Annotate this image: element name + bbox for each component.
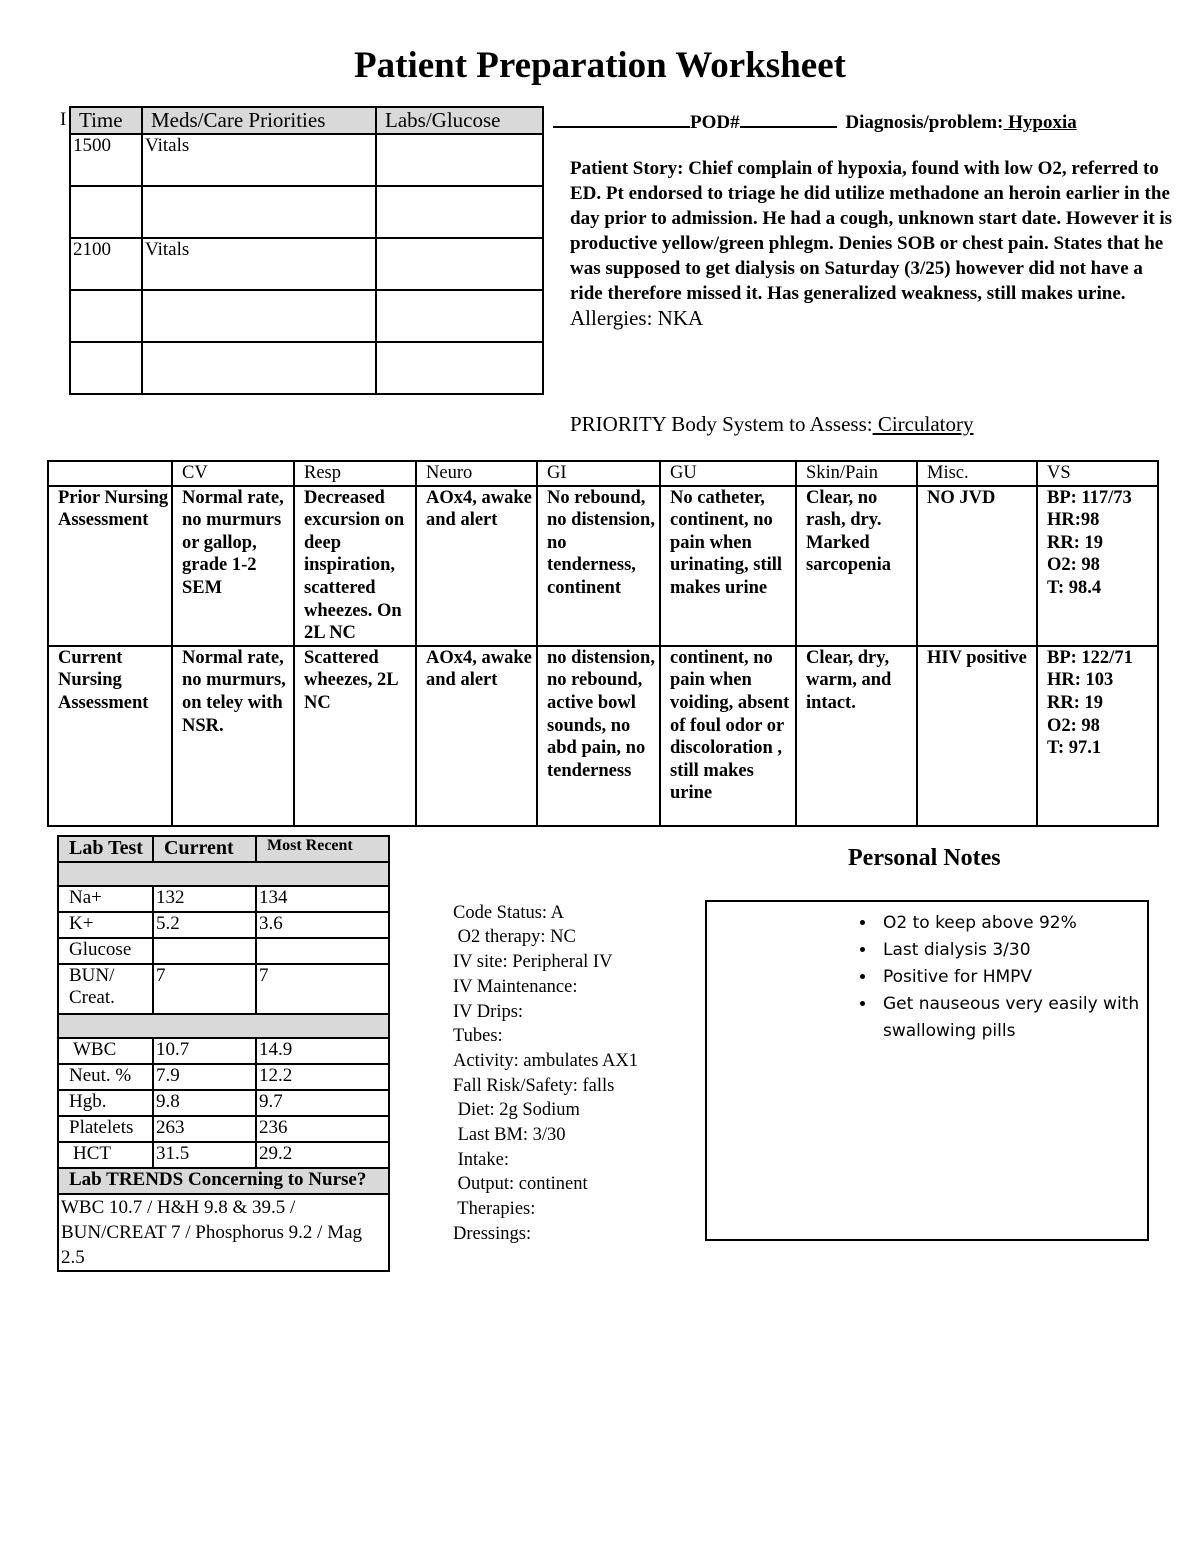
lab-group-divider [58,862,389,886]
care-info-line: O2 therapy: NC [453,927,576,948]
schedule-meds-cell: Vitals [142,134,376,186]
pod-blank [740,108,837,128]
assessment-header-cv: CV [172,461,294,486]
lab-row [58,912,389,938]
lab-recent: 29.2 [256,1142,389,1168]
care-info-line: Activity: ambulates AX1 [453,1050,638,1071]
assessment-row-label: Current Nursing Assessment [48,646,172,826]
diagnosis-value: Hypoxia [1003,112,1077,133]
assessment-cell-gu: No catheter, continent, no pain when urinating, still makes urine [660,486,796,646]
assessment-row-prior [48,486,1158,646]
name-blank [553,108,690,128]
lab-recent: 7 [256,964,389,1014]
schedule-time-cell: 1500 [70,134,142,186]
assessment-header-blank [48,461,172,486]
assessment-cell-gu: continent, no pain when voiding, absent of foul odor or discoloration , still makes urine [660,646,796,826]
assessment-row-current [48,646,1158,826]
assessment-cell-resp: Decreased excursion on deep inspiration, scattered wheezes. On 2L NC [294,486,416,646]
lab-current: 263 [153,1116,256,1142]
assessment-cell-cv: Normal rate, no murmurs, on teley with NSR. [172,646,294,826]
lab-group-divider [58,1014,389,1038]
schedule-header-time: Time [70,107,142,134]
assessment-cell-misc: HIV positive [917,646,1037,826]
assessment-header-resp: Resp [294,461,416,486]
lab-current: 31.5 [153,1142,256,1168]
lab-current: 9.8 [153,1090,256,1116]
page-title: Patient Preparation Worksheet [354,45,846,86]
schedule-meds-cell [142,342,376,394]
assessment-header-skin: Skin/Pain [796,461,917,486]
assessment-header-gi: GI [537,461,660,486]
schedule-row [70,342,543,394]
notes-box [705,900,1149,1241]
care-info-line: Therapies: [453,1199,536,1220]
lab-row [58,886,389,912]
schedule-labs-cell [376,238,543,290]
schedule-row [70,186,543,238]
lab-row [58,1142,389,1168]
lab-recent: 9.7 [256,1090,389,1116]
lab-test: WBC [58,1038,153,1064]
assessment-row-label: Prior Nursing Assessment [48,486,172,646]
assessment-header-vs: VS [1037,461,1158,486]
lab-test: Platelets [58,1116,153,1142]
stray-label: I [60,109,67,130]
care-info-line: IV Drips: [453,1001,524,1022]
lab-current: 5.2 [153,912,256,938]
schedule-time-cell [70,342,142,394]
lab-recent [256,938,389,964]
assessment-cell-gi: No rebound, no distension, no tenderness, continent [537,486,660,646]
schedule-header-meds: Meds/Care Priorities [142,107,376,134]
assessment-cell-neuro: AOx4, awake and alert [416,646,537,826]
assessment-cell-gi: no distension, no rebound, active bowl sounds, no abd pain, no tenderness [537,646,660,826]
schedule-table [69,106,544,395]
lab-current: 7.9 [153,1064,256,1090]
assessment-cell-cv: Normal rate, no murmurs or gallop, grade 1-2 SEM [172,486,294,646]
priority-label: PRIORITY Body System to Assess: [570,412,873,436]
patient-story [570,156,1180,331]
schedule-labs-cell [376,290,543,342]
care-info-line: Fall Risk/Safety: falls [453,1075,615,1096]
lab-current [153,938,256,964]
note-item: • Get nauseous very easily with swallowing pills [877,991,1147,1045]
lab-recent: 3.6 [256,912,389,938]
schedule-meds-cell [142,186,376,238]
schedule-header-row [70,107,543,134]
assessment-cell-misc: NO JVD [917,486,1037,646]
lab-test: Neut. % [58,1064,153,1090]
lab-header-recent: Most Recent [256,836,389,862]
lab-current: 132 [153,886,256,912]
schedule-row [70,290,543,342]
care-info-line: Diet: 2g Sodium [453,1100,580,1121]
care-info-line: Output: continent [453,1174,588,1195]
lab-table [57,835,390,1272]
care-info-line: Last BM: 3/30 [453,1125,566,1146]
assessment-header-neuro: Neuro [416,461,537,486]
lab-row [58,1064,389,1090]
schedule-time-cell [70,290,142,342]
schedule-labs-cell [376,134,543,186]
lab-test: BUN/ Creat. [58,964,153,1014]
lab-row [58,1038,389,1064]
assessment-table [47,460,1159,827]
schedule-meds-cell [142,290,376,342]
schedule-row [70,134,543,186]
allergies: Allergies: NKA [570,306,704,330]
schedule-labs-cell [376,186,543,238]
lab-recent: 14.9 [256,1038,389,1064]
lab-header-test: Lab Test [58,836,153,862]
lab-current: 10.7 [153,1038,256,1064]
schedule-time-cell [70,186,142,238]
header-line [553,108,1077,134]
note-item: • O2 to keep above 92% [877,910,1147,937]
schedule-header-labs: Labs/Glucose [376,107,543,134]
lab-row [58,1116,389,1142]
lab-current: 7 [153,964,256,1014]
schedule-time-cell: 2100 [70,238,142,290]
schedule-meds-cell: Vitals [142,238,376,290]
assessment-cell-vs: BP: 117/73 HR:98 RR: 19 O2: 98 T: 98.4 [1037,486,1158,646]
assessment-cell-skin: Clear, no rash, dry. Marked sarcopenia [796,486,917,646]
pod-label: POD# [690,112,740,133]
diagnosis-label: Diagnosis/problem: [845,112,1004,133]
care-info-line: IV site: Peripheral IV [453,952,613,973]
care-info-line: Intake: [453,1149,509,1170]
lab-trends-value: WBC 10.7 / H&H 9.8 & 39.5 / BUN/CREAT 7 / Phosphorus 9.2 / Mag 2.5 [58,1194,389,1271]
lab-test: HCT [58,1142,153,1168]
lab-test: K+ [58,912,153,938]
lab-header-current: Current [153,836,256,862]
assessment-cell-neuro: AOx4, awake and alert [416,486,537,646]
lab-recent: 134 [256,886,389,912]
lab-row [58,1090,389,1116]
lab-row [58,964,389,1014]
lab-header-row [58,836,389,862]
schedule-row [70,238,543,290]
priority-system [570,412,973,437]
lab-test: Hgb. [58,1090,153,1116]
care-info-line: IV Maintenance: [453,976,578,997]
lab-recent: 12.2 [256,1064,389,1090]
assessment-cell-vs: BP: 122/71 HR: 103 RR: 19 O2: 98 T: 97.1 [1037,646,1158,826]
schedule-labs-cell [376,342,543,394]
assessment-header-misc: Misc. [917,461,1037,486]
care-info-line: Dressings: [453,1223,532,1244]
lab-test: Na+ [58,886,153,912]
note-item: • Positive for HMPV [877,964,1147,991]
assessment-header-row [48,461,1158,486]
assessment-cell-resp: Scattered wheezes, 2L NC [294,646,416,826]
priority-value: Circulatory [872,412,974,436]
notes-list [707,910,1147,1045]
lab-recent: 236 [256,1116,389,1142]
lab-row [58,938,389,964]
lab-test: Glucose [58,938,153,964]
care-info [453,876,638,1271]
assessment-header-gu: GU [660,461,796,486]
note-item: • Last dialysis 3/30 [877,937,1147,964]
notes-title: Personal Notes [848,845,1001,871]
assessment-cell-skin: Clear, dry, warm, and intact. [796,646,917,826]
care-info-line: Code Status: A [453,902,565,923]
care-info-line: Tubes: [453,1026,503,1047]
lab-trends-label: Lab TRENDS Concerning to Nurse? [58,1168,389,1194]
patient-story-text: Patient Story: Chief complain of hypoxia, found with low O2, referred to ED. Pt endorsed to triage he did utilize methadone an heroin earlier in the day prior to admission. He had a cough, unknown start date. However it is productive yellow/green phlegm. Denies SOB or chest pain. States that he was supposed to get dialysis on Saturday (3/25) however did not have a ride therefore missed it. Has generalized weakness, still makes urine. [570,158,1173,304]
